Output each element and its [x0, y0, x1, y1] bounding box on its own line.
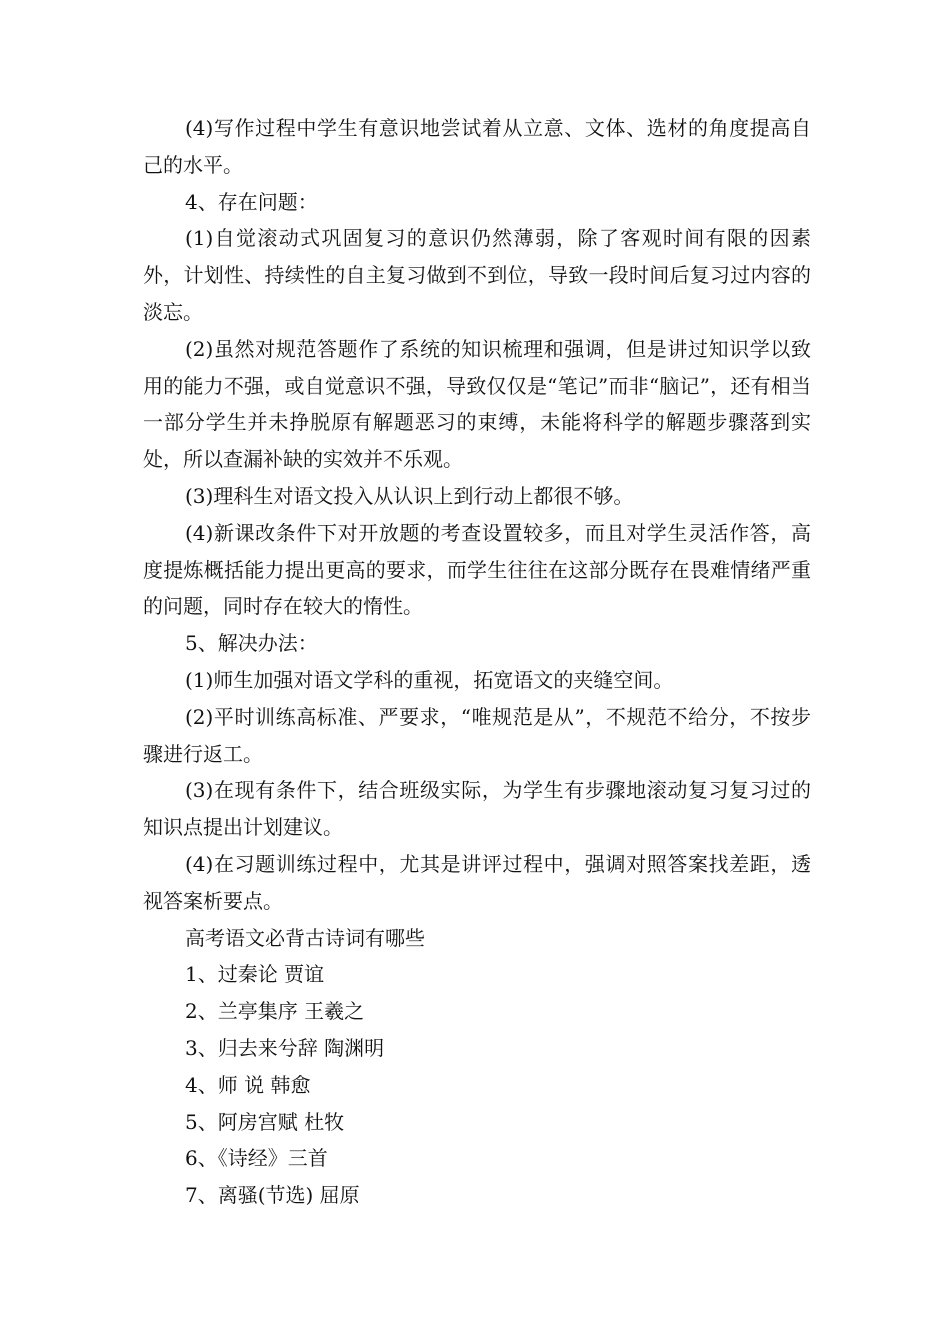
heading-solutions: 5、解决办法： [185, 631, 318, 656]
paragraph-solution-3: (3)在现有条件下，结合班级实际，为学生有步骤地滚动复习复习过的知识点提出计划建议。 [143, 778, 811, 840]
paragraph-problem-1: (1)自觉滚动式巩固复习的意识仍然薄弱，除了客观时间有限的因素外，计划性、持续性的自主复习做到不到位，导致一段时间后复习过内容的淡忘。 [143, 226, 811, 324]
paragraph-problem-3: (3)理科生对语文投入从认识上到行动上都很不够。 [185, 483, 634, 508]
list-item-poem-2: 2、兰亭集序 王羲之 [185, 999, 365, 1024]
paragraph-solution-2: (2)平时训练高标准、严要求，“唯规范是从”，不规范不给分，不按步骤进行返工。 [143, 704, 811, 766]
paragraph-problem-2: (2)虽然对规范答题作了系统的知识梳理和强调，但是讲过知识学以致用的能力不强，或自觉意识不强，导致仅仅是“笔记”而非“脑记”，还有相当一部分学生并未挣脱原有解题恶习的束缚，未能将科学的解题步骤落到实处，所以查漏补缺的实效并不乐观。 [143, 336, 811, 472]
list-item-poem-1: 1、过秦论 贾谊 [185, 962, 325, 987]
heading-existing-problems: 4、存在问题： [185, 189, 318, 214]
heading-poems: 高考语文必背古诗词有哪些 [185, 925, 425, 950]
paragraph-writing-process: (4)写作过程中学生有意识地尝试着从立意、文体、选材的角度提高自己的水平。 [143, 116, 811, 177]
list-item-poem-6: 6、《诗经》三首 [185, 1146, 328, 1171]
list-item-poem-3: 3、归去来兮辞 陶渊明 [185, 1035, 385, 1060]
list-item-poem-5: 5、阿房宫赋 杜牧 [185, 1109, 345, 1134]
paragraph-problem-4: (4)新课改条件下对开放题的考查设置较多，而且对学生灵活作答，高度提炼概括能力提出更高的要求，而学生往往在这部分既存在畏难情绪严重的问题，同时存在较大的惰性。 [143, 520, 811, 619]
paragraph-solution-1: (1)师生加强对语文学科的重视，拓宽语文的夹缝空间。 [185, 667, 674, 692]
paragraph-solution-4: (4)在习题训练过程中，尤其是讲评过程中，强调对照答案找差距，透视答案析要点。 [143, 851, 811, 913]
list-item-poem-4: 4、师 说 韩愈 [185, 1072, 311, 1097]
document-body [143, 110, 811, 1214]
list-item-poem-7: 7、离骚(节选) 屈原 [185, 1183, 360, 1208]
